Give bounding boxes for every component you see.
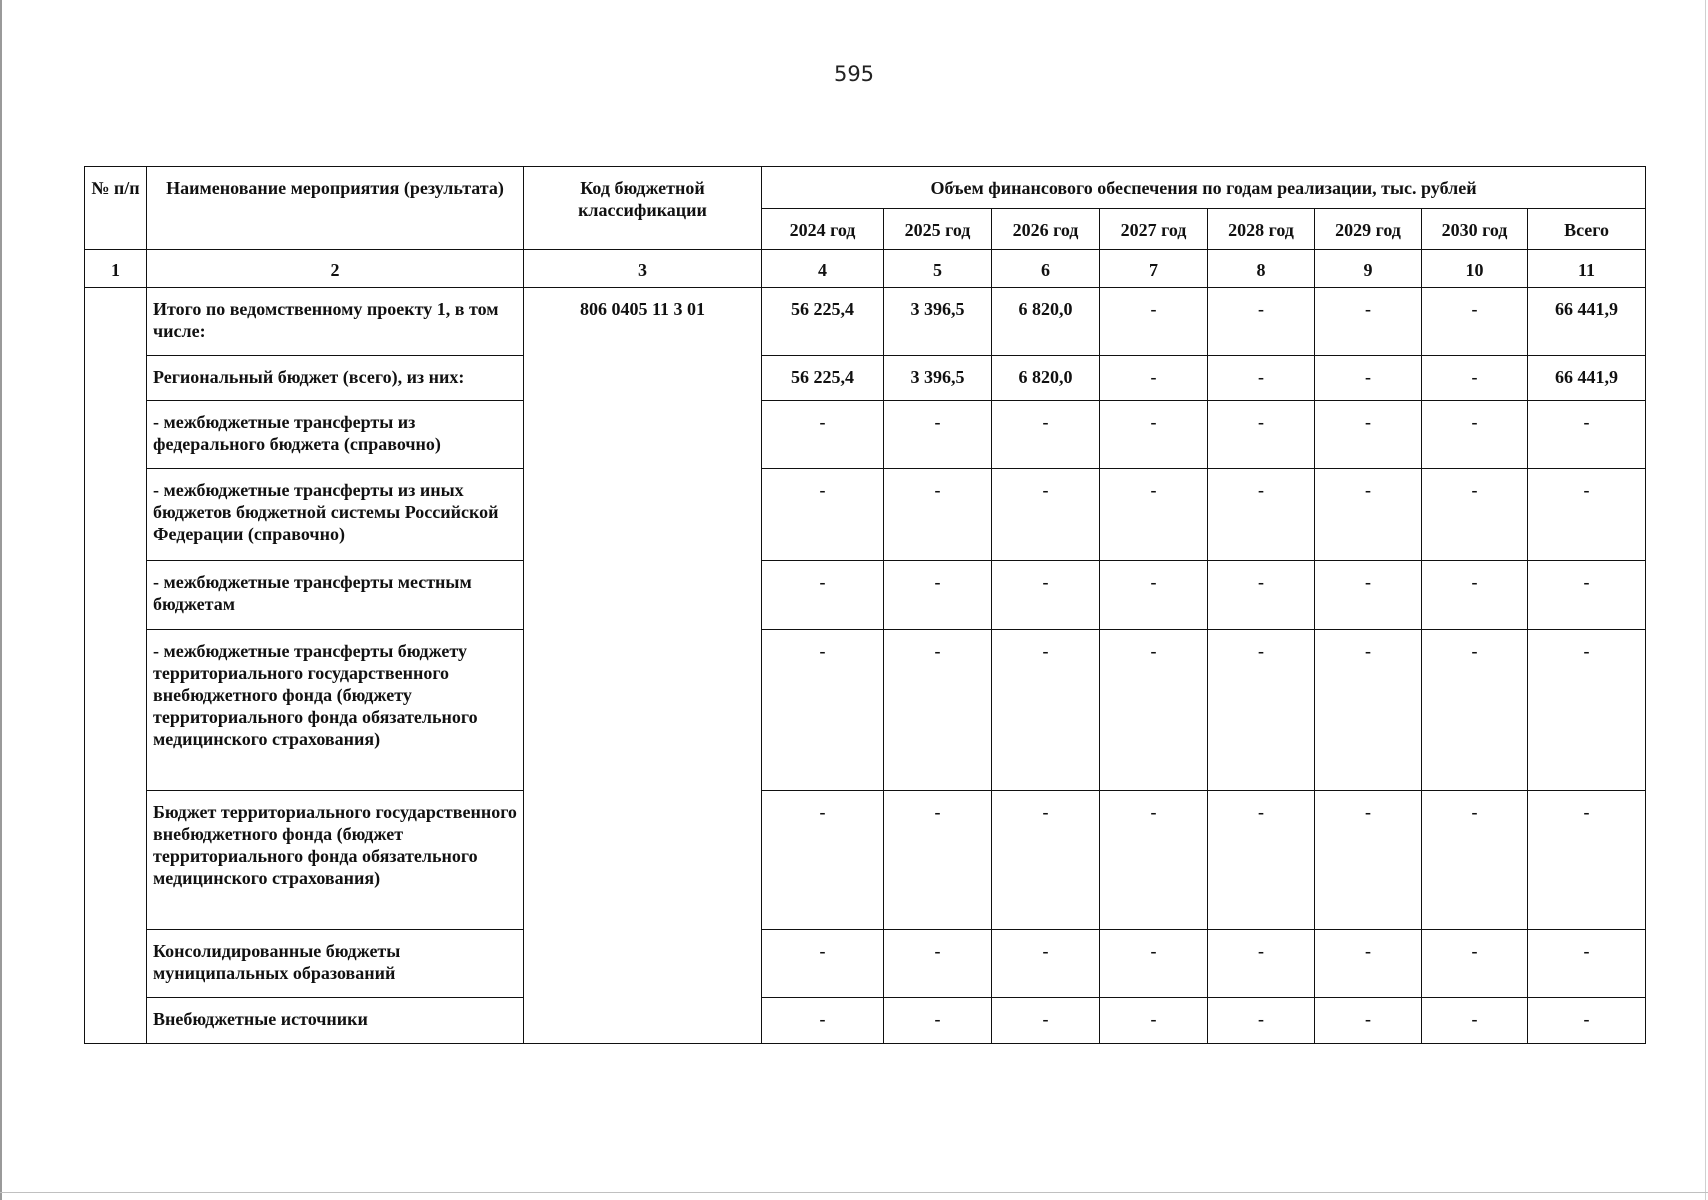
value-cell: - (1208, 630, 1315, 791)
header-total: Всего (1528, 209, 1646, 250)
table-row (85, 288, 1646, 356)
header-year: 2030 год (1422, 209, 1528, 250)
value-cell: 3 396,5 (884, 288, 992, 356)
value-cell: - (884, 930, 992, 998)
row-name: - межбюджетные трансферты из федерального бюджета (справочно) (147, 401, 524, 469)
value-cell: - (1528, 469, 1646, 561)
table-row (85, 469, 1646, 561)
value-cell: - (1100, 401, 1208, 469)
header-num: № п/п (85, 167, 147, 250)
value-cell: - (884, 791, 992, 930)
value-cell: - (1422, 469, 1528, 561)
table-row (85, 630, 1646, 791)
column-numbers-row (85, 250, 1646, 288)
header-row (85, 167, 1646, 209)
value-cell: - (1528, 791, 1646, 930)
value-cell: - (1422, 998, 1528, 1044)
value-cell: - (884, 469, 992, 561)
value-cell: - (1315, 401, 1422, 469)
value-cell: - (1100, 930, 1208, 998)
column-number: 2 (147, 250, 524, 288)
value-cell: - (1422, 288, 1528, 356)
value-cell: - (762, 561, 884, 630)
value-cell: - (762, 630, 884, 791)
budget-table (84, 166, 1646, 1044)
column-number: 6 (992, 250, 1100, 288)
value-cell: - (762, 791, 884, 930)
value-cell: - (992, 998, 1100, 1044)
value-cell: - (1315, 791, 1422, 930)
value-cell: 66 441,9 (1528, 288, 1646, 356)
budget-code: 806 0405 11 3 01 (524, 288, 762, 1044)
row-name: Внебюджетные источники (147, 998, 524, 1044)
row-name: Итого по ведомственному проекту 1, в том числе: (147, 288, 524, 356)
value-cell: - (762, 401, 884, 469)
value-cell: - (1208, 288, 1315, 356)
header-year: 2024 год (762, 209, 884, 250)
value-cell: - (1100, 998, 1208, 1044)
scan-bottom-line (0, 1192, 1708, 1193)
value-cell: - (884, 401, 992, 469)
table-row (85, 356, 1646, 401)
value-cell: - (1422, 401, 1528, 469)
value-cell: - (1315, 561, 1422, 630)
value-cell: - (884, 561, 992, 630)
value-cell: - (1315, 356, 1422, 401)
value-cell: - (1422, 630, 1528, 791)
column-number: 9 (1315, 250, 1422, 288)
header-volume: Объем финансового обеспечения по годам реализации, тыс. рублей (762, 167, 1646, 209)
column-number: 1 (85, 250, 147, 288)
value-cell: - (992, 930, 1100, 998)
column-number: 8 (1208, 250, 1315, 288)
row-name: Консолидированные бюджеты муниципальных образований (147, 930, 524, 998)
value-cell: - (992, 630, 1100, 791)
value-cell: - (1100, 469, 1208, 561)
header-year: 2029 год (1315, 209, 1422, 250)
table-row (85, 561, 1646, 630)
value-cell: - (1528, 998, 1646, 1044)
value-cell: - (992, 469, 1100, 561)
value-cell: - (992, 561, 1100, 630)
header-name: Наименование мероприятия (результата) (147, 167, 524, 250)
column-number: 10 (1422, 250, 1528, 288)
value-cell: - (1422, 356, 1528, 401)
column-number: 7 (1100, 250, 1208, 288)
row-name: - межбюджетные трансферты из иных бюджетов бюджетной системы Российской Федерации (справочно) (147, 469, 524, 561)
value-cell: - (1100, 356, 1208, 401)
value-cell: - (1528, 930, 1646, 998)
value-cell: - (1208, 930, 1315, 998)
value-cell: - (1100, 288, 1208, 356)
value-cell: - (1528, 561, 1646, 630)
value-cell: - (1315, 630, 1422, 791)
value-cell: 6 820,0 (992, 288, 1100, 356)
value-cell: - (1422, 930, 1528, 998)
column-number: 11 (1528, 250, 1646, 288)
value-cell: - (1208, 791, 1315, 930)
value-cell: - (884, 998, 992, 1044)
value-cell: - (992, 791, 1100, 930)
value-cell: - (1528, 630, 1646, 791)
header-year: 2026 год (992, 209, 1100, 250)
value-cell: - (1100, 561, 1208, 630)
header-year: 2025 год (884, 209, 992, 250)
value-cell: - (1208, 998, 1315, 1044)
value-cell: 6 820,0 (992, 356, 1100, 401)
value-cell: 56 225,4 (762, 288, 884, 356)
value-cell: - (1422, 561, 1528, 630)
header-year: 2027 год (1100, 209, 1208, 250)
value-cell: - (1208, 561, 1315, 630)
value-cell: 56 225,4 (762, 356, 884, 401)
value-cell: - (1208, 356, 1315, 401)
header-code: Код бюджетной классификации (524, 167, 762, 250)
table-row (85, 791, 1646, 930)
row-name: - межбюджетные трансферты местным бюджетам (147, 561, 524, 630)
row-number-cell (85, 288, 147, 1044)
row-name: - межбюджетные трансферты бюджету территориального государственного внебюджетного фонда (бюджету территориального фонда обязательного медицинского страхования) (147, 630, 524, 791)
value-cell: - (1422, 791, 1528, 930)
scan-left-edge (0, 0, 2, 1200)
value-cell: 66 441,9 (1528, 356, 1646, 401)
column-number: 5 (884, 250, 992, 288)
header-year: 2028 год (1208, 209, 1315, 250)
value-cell: - (884, 630, 992, 791)
value-cell: - (1315, 288, 1422, 356)
value-cell: - (1100, 791, 1208, 930)
value-cell: - (1208, 469, 1315, 561)
table-row (85, 998, 1646, 1044)
value-cell: - (1315, 998, 1422, 1044)
value-cell: - (762, 469, 884, 561)
column-number: 3 (524, 250, 762, 288)
value-cell: 3 396,5 (884, 356, 992, 401)
table-row (85, 930, 1646, 998)
value-cell: - (1528, 401, 1646, 469)
value-cell: - (992, 401, 1100, 469)
scan-right-edge (1705, 0, 1706, 1200)
page-number: 595 (833, 62, 875, 86)
row-name: Региональный бюджет (всего), из них: (147, 356, 524, 401)
table-row (85, 401, 1646, 469)
value-cell: - (762, 930, 884, 998)
value-cell: - (1315, 930, 1422, 998)
value-cell: - (1100, 630, 1208, 791)
value-cell: - (762, 998, 884, 1044)
value-cell: - (1208, 401, 1315, 469)
value-cell: - (1315, 469, 1422, 561)
row-name: Бюджет территориального государственного внебюджетного фонда (бюджет территориального фонда обязательного медицинского страхования) (147, 791, 524, 930)
column-number: 4 (762, 250, 884, 288)
